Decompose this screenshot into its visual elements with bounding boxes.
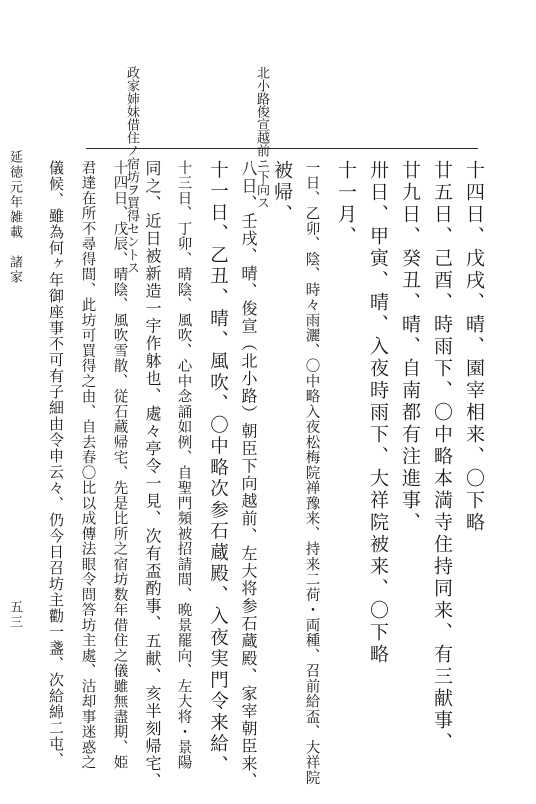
- text-line-3: 廿九日、癸丑、晴、自南都有注進事、: [399, 160, 421, 534]
- text-line-5: 十一月、: [335, 160, 357, 248]
- text-line-11: 同之、近日被新造一宇作躰也、處々亭令一見、次有盃酌事、五献、亥半刻帰宅、: [143, 160, 162, 790]
- header-rule: [86, 148, 478, 149]
- text-line-13: 君達在所不尋得間、此坊可買得之由、自去春〇比以成傳法眼令問答坊主處、沽却事迷惑之: [79, 160, 96, 770]
- text-line-2: 廿五日、己酉、時雨下、〇中略本満寺住持同来、有三献事、: [431, 160, 453, 754]
- page-number: 五三: [7, 600, 22, 630]
- text-line-7: 被帰、: [271, 160, 293, 226]
- text-line-12: 十四日、戊辰、晴陰、風吹雪散、従石蔵帰宅、先是比所之宿坊数年借住之儀雖無盡期、姫: [111, 160, 128, 770]
- text-line-4: 卅日、甲寅、晴、入夜時雨下、大祥院被来、〇下略: [367, 160, 389, 666]
- running-title: 延徳元年雑載 諸家: [7, 150, 22, 285]
- text-line-14: 儀候、雖為何ヶ年御座事不可有子細由令申云々、仍今日召坊主勸一盞、次給綿二屯、: [47, 160, 65, 768]
- margin-note-1: 北小路俊宣越前ニ下向ス: [254, 66, 269, 209]
- text-line-8: 八日、壬戌、晴、俊宣（北小路）朝臣下向越前、左大将参石蔵殿、家宰朝臣来、: [239, 160, 258, 790]
- text-line-10: 十三日、丁卯、晴陰、風吹、心中念誦如例、自聖門頻被招請間、晩景罷向、左大将・景陽: [175, 160, 192, 770]
- margin-note-2: 政家姉妹借住ノ宿坊ヲ買得セントス: [124, 66, 139, 274]
- text-line-6: 一日、乙卯、陰、時々雨灑、〇中略入夜松梅院禅豫来、持来二荷・両種、召前給盃、大祥院: [303, 160, 320, 786]
- text-line-9: 十一日、乙丑、晴、風吹、〇中略次参石蔵殿、入夜実門令来給、: [207, 160, 229, 777]
- text-line-1: 十四日、戊戌、晴、園宰相来、〇下略: [463, 160, 485, 534]
